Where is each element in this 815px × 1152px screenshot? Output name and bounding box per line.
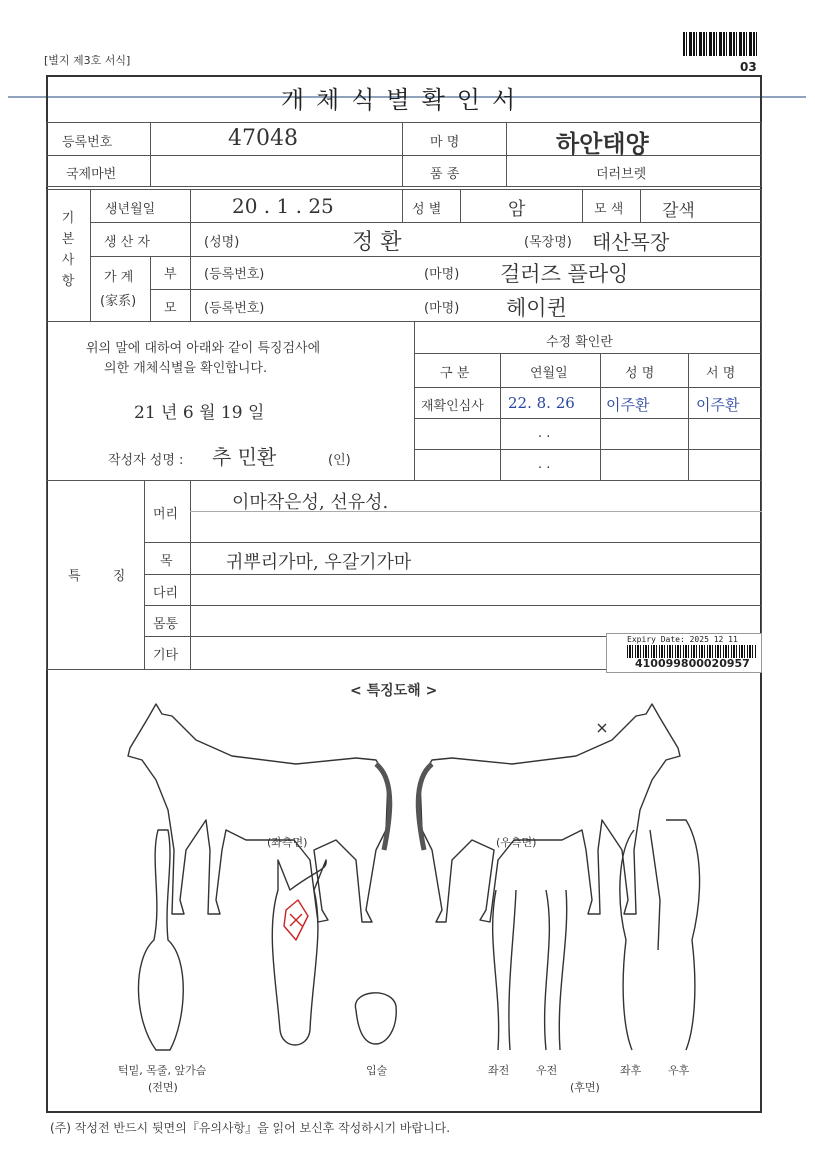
diagram-title: < 특징도해 >	[350, 683, 438, 699]
top-barcode	[683, 32, 758, 56]
front-neck-view	[138, 830, 183, 1050]
sticker-code: 410099800020957	[635, 657, 750, 670]
rev-row1-date: 22. 8. 26	[508, 394, 575, 412]
form-code: [별지 제3호 서식]	[44, 54, 131, 67]
rev-row1-sign: 이주환	[696, 396, 740, 414]
document-title: 개체식별확인서	[280, 86, 528, 114]
body-label: 몸통	[153, 617, 179, 632]
etc-label: 기타	[153, 648, 179, 663]
producer-name: 정 환	[352, 230, 402, 255]
dam-label: 모	[164, 301, 177, 316]
farm-prefix: (목장명)	[524, 235, 572, 250]
right-hind-caption: 우후	[668, 1064, 690, 1077]
left-fore-caption: 좌전	[488, 1064, 510, 1077]
right-side-horse	[420, 704, 680, 922]
reg-no-value: 47048	[228, 126, 298, 151]
expiry-date: Expiry Date: 2025 12 11	[627, 635, 738, 644]
front-legs-view	[493, 890, 567, 1050]
lineage-hanja: (家系)	[100, 294, 137, 309]
right-side-caption: (우측면)	[496, 836, 537, 849]
page-number: 03	[740, 60, 757, 74]
confirm-statement-2: 의한 개체식별을 확인합니다.	[104, 361, 268, 376]
neck-value: 귀뿌리가마, 우갈기가마	[226, 552, 412, 573]
rev-header-sign: 서 명	[706, 366, 736, 381]
rev-row1-type: 재확인심사	[421, 399, 484, 414]
horse-diagram	[46, 700, 762, 1100]
lips-caption: 입술	[366, 1064, 388, 1077]
basic-info-label: 기 본 사 항	[61, 211, 75, 289]
row-registration	[46, 122, 762, 156]
birth-label: 생년월일	[105, 202, 156, 217]
sire-name-prefix: (마명)	[424, 267, 460, 282]
lineage-label: 가 계	[104, 270, 134, 285]
head-value: 이마작은성, 선유성.	[232, 492, 389, 513]
sire-reg-prefix: (등록번호)	[204, 267, 265, 282]
dam-name-prefix: (마명)	[424, 301, 460, 316]
author-label: 작성자 성명 :	[108, 453, 184, 468]
rev-row2-date: . .	[538, 426, 551, 441]
sex-label: 성 별	[412, 202, 442, 217]
rev-row3-date: . .	[538, 457, 551, 472]
right-fore-caption: 우전	[536, 1064, 558, 1077]
author-seal: (인)	[328, 453, 351, 468]
farm-name: 태산목장	[592, 230, 670, 254]
breed-value: 더러브렛	[596, 167, 647, 182]
rev-header-type: 구 분	[440, 366, 470, 381]
intl-no-label: 국제마번	[66, 167, 117, 182]
dam-reg-prefix: (등록번호)	[204, 301, 265, 316]
front-caption: 턱밑, 목줄, 앞가슴	[118, 1064, 207, 1077]
reg-no-label: 등록번호	[62, 135, 113, 150]
sire-label: 부	[164, 267, 177, 282]
legs-label: 다리	[153, 586, 179, 601]
neck-label: 목	[160, 554, 173, 569]
sex-value: 암	[508, 199, 526, 220]
confirm-statement-1: 위의 말에 대하여 아래와 같이 특징검사에	[86, 341, 321, 356]
left-side-caption: (좌측면)	[267, 836, 308, 849]
rev-row1-name: 이주환	[606, 396, 650, 414]
sire-name: 걸러즈 플라잉	[500, 262, 629, 286]
rev-header-date: 연월일	[530, 366, 568, 381]
features-label: 특 징	[68, 569, 140, 584]
head-front-view	[272, 860, 326, 1045]
horse-name-value: 하안태양	[556, 129, 649, 158]
head-label: 머리	[153, 507, 179, 522]
front-label: (전면)	[148, 1081, 178, 1094]
confirm-date: 21 년 6 월 19 일	[134, 403, 265, 423]
left-hind-caption: 좌후	[620, 1064, 642, 1077]
breed-label: 품 종	[430, 167, 460, 182]
coat-color-label: 모 색	[594, 202, 624, 217]
lips-view	[355, 993, 396, 1044]
barcode-sticker	[606, 633, 762, 673]
birth-value: 20 . 1 . 25	[232, 194, 334, 218]
rev-header-name: 성 명	[625, 366, 655, 381]
left-side-horse	[128, 704, 388, 922]
revision-title: 수정 확인란	[546, 335, 613, 350]
rear-label: (후면)	[570, 1081, 600, 1094]
right-horse-mark	[598, 724, 606, 732]
author-name: 추 민환	[212, 445, 277, 469]
footer-note: (주) 작성전 반드시 뒷면의『유의사항』을 읽어 보신후 작성하시기 바랍니다.	[50, 1121, 451, 1135]
dam-name: 헤이퀸	[506, 296, 567, 320]
coat-color-value: 갈색	[662, 201, 695, 221]
row-international	[46, 155, 762, 187]
horse-name-label: 마 명	[430, 135, 460, 150]
producer-label: 생 산 자	[104, 235, 150, 250]
head-mark	[284, 900, 308, 940]
producer-name-prefix: (성명)	[204, 235, 240, 250]
rear-view	[620, 820, 700, 1050]
